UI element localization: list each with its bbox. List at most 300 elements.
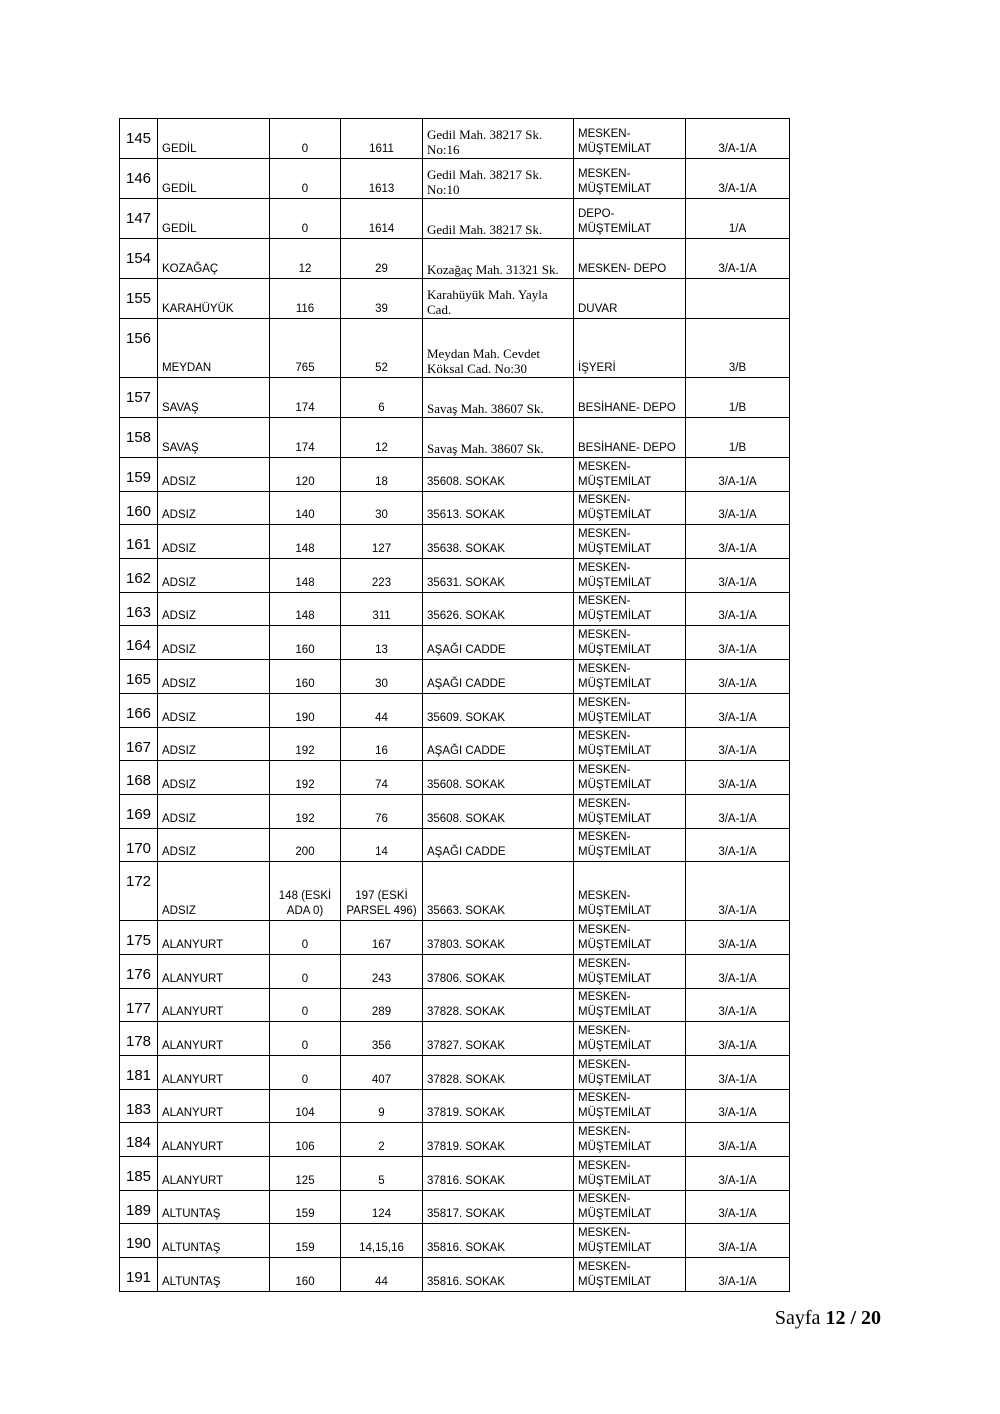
parcel-cell-text: 76	[375, 812, 388, 825]
property-type-cell	[574, 921, 686, 955]
address-cell-text: 37806. SOKAK	[427, 972, 505, 985]
class-cell	[686, 319, 790, 378]
block-cell	[270, 626, 341, 660]
block-cell	[270, 988, 341, 1022]
block-cell-text: 192	[295, 778, 315, 791]
row-number-text: 154	[126, 250, 152, 267]
address-cell-text: 37819. SOKAK	[427, 1141, 505, 1154]
property-type-cell-text: MESKEN- MÜŞTEMİLAT	[578, 763, 652, 791]
class-cell-text: 3/A-1/A	[718, 1174, 757, 1187]
neighborhood-cell	[158, 727, 270, 761]
neighborhood-cell-text: KOZAĞAÇ	[162, 263, 219, 275]
neighborhood-cell	[158, 828, 270, 862]
block-cell-text: 106	[295, 1141, 315, 1154]
block-cell	[270, 1190, 341, 1224]
neighborhood-cell	[158, 921, 270, 955]
class-cell	[686, 761, 790, 795]
address-cell-text: Gedil Mah. 38217 Sk.	[427, 222, 543, 237]
parcel-cell-text: 5	[378, 1174, 385, 1187]
neighborhood-cell	[158, 525, 270, 559]
neighborhood-cell-text: ADSIZ	[162, 846, 196, 859]
class-cell-text: 3/A-1/A	[718, 263, 757, 275]
class-cell-text: 3/A-1/A	[718, 812, 757, 825]
neighborhood-cell	[158, 319, 270, 378]
parcel-cell-text: 52	[375, 362, 388, 374]
class-cell-text: 3/A-1/A	[718, 543, 757, 556]
page-footer	[775, 1307, 881, 1330]
neighborhood-cell-text: KARAHÜYÜK	[162, 303, 234, 315]
address-cell	[423, 1258, 574, 1292]
neighborhood-cell	[158, 761, 270, 795]
block-cell	[270, 239, 341, 279]
property-type-cell-text: MESKEN- MÜŞTEMİLAT	[578, 923, 652, 951]
row-number	[120, 626, 158, 660]
address-cell	[423, 1157, 574, 1191]
class-cell-text: 3/A-1/A	[718, 938, 757, 951]
class-cell	[686, 592, 790, 626]
class-cell	[686, 921, 790, 955]
page-number: 12 / 20	[825, 1307, 881, 1329]
parcel-cell	[341, 119, 423, 159]
row-number-text: 184	[126, 1134, 152, 1152]
address-cell-text: AŞAĞI CADDE	[427, 644, 506, 657]
address-cell-text: AŞAĞI CADDE	[427, 846, 506, 859]
table-row	[120, 1089, 790, 1123]
class-cell	[686, 794, 790, 828]
row-number-text: 162	[126, 570, 152, 588]
neighborhood-cell-text: ADSIZ	[162, 905, 196, 918]
neighborhood-cell-text: ADSIZ	[162, 610, 196, 623]
block-cell-text: 148	[295, 610, 315, 623]
parcel-cell-text: 30	[375, 509, 388, 522]
parcel-cell	[341, 1224, 423, 1258]
property-type-cell	[574, 119, 686, 159]
block-cell	[270, 319, 341, 378]
row-number-text: 172	[126, 873, 152, 891]
class-cell-text: 3/A-1/A	[718, 1242, 757, 1255]
row-number-text: 169	[126, 805, 152, 823]
row-number	[120, 988, 158, 1022]
class-cell-text: 3/A-1/A	[718, 1275, 757, 1288]
address-cell-text: 35817. SOKAK	[427, 1208, 505, 1221]
parcel-cell-text: 2	[378, 1141, 385, 1154]
property-type-cell	[574, 1056, 686, 1090]
block-cell-text: 174	[295, 402, 315, 414]
neighborhood-cell	[158, 1056, 270, 1090]
table-row	[120, 626, 790, 660]
block-cell-text: 148	[295, 576, 315, 589]
class-cell	[686, 1157, 790, 1191]
table-row	[120, 761, 790, 795]
parcel-cell-text: 243	[371, 972, 392, 985]
address-cell	[423, 279, 574, 319]
block-cell-text: 160	[295, 1275, 315, 1288]
neighborhood-cell	[158, 954, 270, 988]
property-type-cell-text: DUVAR	[578, 303, 618, 315]
row-number	[120, 1056, 158, 1090]
parcel-table	[119, 118, 790, 1292]
row-number-text: 163	[126, 603, 152, 621]
row-number	[120, 319, 158, 378]
parcel-cell-text: 13	[375, 644, 388, 657]
parcel-cell	[341, 794, 423, 828]
parcel-cell	[341, 378, 423, 418]
neighborhood-cell-text: SAVAŞ	[162, 402, 199, 414]
neighborhood-cell-text: ADSIZ	[162, 812, 196, 825]
row-number	[120, 862, 158, 921]
row-number	[120, 119, 158, 159]
parcel-cell	[341, 660, 423, 694]
neighborhood-cell-text: ADSIZ	[162, 475, 196, 488]
row-number-text: 183	[126, 1100, 152, 1118]
property-type-cell-text: MESKEN- MÜŞTEMİLAT	[578, 1193, 652, 1221]
class-cell-text: 3/A-1/A	[718, 1107, 757, 1120]
property-type-cell	[574, 626, 686, 660]
row-number-text: 155	[126, 290, 152, 307]
property-type-cell-text: MESKEN- MÜŞTEMİLAT	[578, 494, 652, 522]
row-number	[120, 828, 158, 862]
block-cell-text: 0	[301, 143, 309, 155]
neighborhood-cell-text: ALTUNTAŞ	[162, 1208, 221, 1221]
block-cell-text: 148	[295, 543, 315, 556]
table-row	[120, 1224, 790, 1258]
property-type-cell-text: MESKEN- MÜŞTEMİLAT	[578, 1025, 652, 1052]
block-cell	[270, 954, 341, 988]
parcel-cell	[341, 1022, 423, 1056]
parcel-cell	[341, 592, 423, 626]
address-cell-text: 37816. SOKAK	[427, 1174, 505, 1187]
neighborhood-cell	[158, 1258, 270, 1292]
parcel-cell	[341, 693, 423, 727]
neighborhood-cell-text: ADSIZ	[162, 644, 196, 657]
neighborhood-cell-text: ALANYURT	[162, 972, 224, 985]
address-cell-text: 37819. SOKAK	[427, 1107, 505, 1120]
neighborhood-cell	[158, 988, 270, 1022]
address-cell-text: Meydan Mah. Cevdet Köksal Cad. No:30	[427, 346, 541, 376]
block-cell	[270, 1123, 341, 1157]
row-number	[120, 592, 158, 626]
neighborhood-cell	[158, 119, 270, 159]
address-cell-text: 35608. SOKAK	[427, 778, 505, 791]
class-cell	[686, 458, 790, 492]
property-type-cell	[574, 1089, 686, 1123]
parcel-cell-text: 311	[372, 610, 391, 623]
block-cell-text: 160	[295, 644, 315, 657]
class-cell-text: 3/A-1/A	[718, 475, 757, 488]
class-cell-text: 3/A-1/A	[718, 183, 757, 195]
block-cell	[270, 761, 341, 795]
row-number-text: 147	[126, 210, 152, 227]
neighborhood-cell	[158, 660, 270, 694]
property-type-cell-text: MESKEN- MÜŞTEMİLAT	[578, 730, 652, 758]
table-row	[120, 1123, 790, 1157]
neighborhood-cell	[158, 159, 270, 199]
class-cell-text: 3/A-1/A	[718, 610, 757, 623]
neighborhood-cell	[158, 199, 270, 239]
property-type-cell	[574, 525, 686, 559]
row-number-text: 185	[126, 1168, 152, 1186]
parcel-cell	[341, 1056, 423, 1090]
class-cell-text: 3/A-1/A	[718, 1006, 757, 1019]
parcel-cell-text: 124	[371, 1208, 392, 1221]
parcel-cell-text: 74	[375, 778, 388, 791]
neighborhood-cell	[158, 1123, 270, 1157]
class-cell-text: 1/B	[728, 442, 747, 454]
property-type-cell	[574, 559, 686, 593]
block-cell	[270, 794, 341, 828]
neighborhood-cell-text: ADSIZ	[162, 543, 196, 556]
row-number-text: 164	[126, 637, 152, 655]
table-row	[120, 199, 790, 239]
neighborhood-cell-text: ALTUNTAŞ	[162, 1242, 221, 1255]
class-cell-text: 3/B	[728, 362, 747, 374]
property-type-cell-text: MESKEN- MÜŞTEMİLAT	[578, 662, 652, 690]
neighborhood-cell-text: GEDİL	[162, 223, 197, 235]
parcel-cell	[341, 626, 423, 660]
table-row	[120, 828, 790, 862]
row-number-text: 160	[126, 502, 152, 520]
address-cell-text: Savaş Mah. 38607 Sk.	[427, 401, 544, 416]
row-number-text: 161	[126, 536, 152, 554]
property-type-cell	[574, 1157, 686, 1191]
table-row	[120, 559, 790, 593]
table-row	[120, 862, 790, 921]
class-cell-text: 3/A-1/A	[718, 143, 757, 155]
row-number	[120, 1258, 158, 1292]
property-type-cell	[574, 458, 686, 492]
row-number	[120, 761, 158, 795]
neighborhood-cell-text: ALANYURT	[162, 1141, 224, 1154]
parcel-cell	[341, 954, 423, 988]
address-cell-text: 35638. SOKAK	[427, 543, 505, 556]
property-type-cell-text: MESKEN- DEPO	[578, 263, 667, 275]
property-type-cell	[574, 727, 686, 761]
address-cell	[423, 828, 574, 862]
property-type-cell	[574, 988, 686, 1022]
block-cell-text: 0	[301, 1006, 309, 1019]
address-cell	[423, 458, 574, 492]
block-cell	[270, 159, 341, 199]
address-cell	[423, 592, 574, 626]
block-cell-text: 0	[301, 1073, 309, 1086]
block-cell	[270, 592, 341, 626]
row-number	[120, 279, 158, 319]
property-type-cell	[574, 1258, 686, 1292]
property-type-cell	[574, 954, 686, 988]
neighborhood-cell-text: ALANYURT	[162, 1073, 224, 1086]
parcel-cell	[341, 1157, 423, 1191]
property-type-cell-text: MESKEN- MÜŞTEMİLAT	[578, 797, 652, 825]
property-type-cell	[574, 693, 686, 727]
row-number	[120, 1022, 158, 1056]
neighborhood-cell	[158, 862, 270, 921]
parcel-cell-text: 14,15,16	[359, 1242, 404, 1255]
parcel-cell	[341, 279, 423, 319]
parcel-cell	[341, 239, 423, 279]
block-cell	[270, 119, 341, 159]
address-cell	[423, 1022, 574, 1056]
row-number-text: 166	[126, 704, 152, 722]
parcel-cell-text: 29	[375, 263, 388, 275]
block-cell-text: 174	[295, 442, 315, 454]
address-cell-text: Gedil Mah. 38217 Sk. No:10	[427, 167, 543, 197]
parcel-cell-text: 289	[371, 1006, 392, 1019]
block-cell-text: 0	[301, 183, 309, 195]
class-cell-text: 3/A-1/A	[718, 745, 757, 758]
parcel-cell-text: 197 (ESKİ PARSEL 496)	[346, 890, 417, 918]
table-row	[120, 491, 790, 525]
block-cell	[270, 1056, 341, 1090]
address-cell	[423, 626, 574, 660]
address-cell	[423, 418, 574, 458]
row-number-text: 189	[126, 1201, 152, 1219]
neighborhood-cell-text: ALANYURT	[162, 938, 224, 951]
row-number-text: 159	[126, 469, 152, 486]
row-number-text: 145	[126, 130, 152, 147]
property-type-cell-text: MESKEN- MÜŞTEMİLAT	[578, 168, 652, 195]
table-row	[120, 159, 790, 199]
block-cell	[270, 418, 341, 458]
block-cell	[270, 660, 341, 694]
class-cell-text: 3/A-1/A	[718, 1073, 757, 1086]
row-number-text: 177	[126, 999, 152, 1017]
address-cell-text: 35608. SOKAK	[427, 812, 505, 825]
property-type-cell-text: MESKEN- MÜŞTEMİLAT	[578, 1159, 652, 1187]
row-number	[120, 660, 158, 694]
address-cell	[423, 1089, 574, 1123]
parcel-cell	[341, 727, 423, 761]
row-number-text: 175	[126, 932, 152, 950]
parcel-cell	[341, 1123, 423, 1157]
block-cell-text: 148 (ESKİ ADA 0)	[278, 890, 332, 918]
parcel-cell-text: 18	[375, 475, 388, 488]
block-cell-text: 116	[295, 303, 315, 315]
block-cell-text: 160	[295, 677, 315, 690]
class-cell	[686, 988, 790, 1022]
property-type-cell	[574, 239, 686, 279]
class-cell-text: 3/A-1/A	[718, 846, 757, 859]
property-type-cell-text: MESKEN- MÜŞTEMİLAT	[578, 1260, 652, 1288]
property-type-cell	[574, 761, 686, 795]
parcel-cell	[341, 921, 423, 955]
property-type-cell	[574, 319, 686, 378]
parcel-table-body	[120, 119, 790, 1292]
block-cell-text: 159	[295, 1208, 315, 1221]
property-type-cell-text: MESKEN- MÜŞTEMİLAT	[578, 561, 652, 589]
row-number-text: 191	[126, 1269, 152, 1287]
property-type-cell-text: MESKEN- MÜŞTEMİLAT	[578, 1058, 652, 1086]
neighborhood-cell	[158, 1157, 270, 1191]
parcel-cell	[341, 525, 423, 559]
neighborhood-cell-text: ALANYURT	[162, 1174, 224, 1187]
row-number	[120, 199, 158, 239]
address-cell	[423, 1190, 574, 1224]
property-type-cell	[574, 159, 686, 199]
address-cell-text: 35663. SOKAK	[427, 905, 505, 918]
neighborhood-cell	[158, 1089, 270, 1123]
class-cell-text: 3/A-1/A	[718, 1141, 757, 1154]
property-type-cell-text: MESKEN- MÜŞTEMİLAT	[578, 460, 652, 488]
neighborhood-cell-text: ADSIZ	[162, 778, 196, 791]
property-type-cell	[574, 828, 686, 862]
address-cell	[423, 693, 574, 727]
row-number	[120, 727, 158, 761]
neighborhood-cell-text: GEDİL	[162, 183, 197, 195]
address-cell	[423, 988, 574, 1022]
row-number-text: 170	[126, 839, 152, 857]
class-cell	[686, 1089, 790, 1123]
property-type-cell	[574, 1224, 686, 1258]
address-cell-text: 35626. SOKAK	[427, 610, 505, 623]
property-type-cell	[574, 794, 686, 828]
table-row	[120, 418, 790, 458]
address-cell	[423, 119, 574, 159]
neighborhood-cell	[158, 378, 270, 418]
class-cell	[686, 1056, 790, 1090]
property-type-cell	[574, 660, 686, 694]
row-number-text: 181	[126, 1067, 152, 1084]
class-cell-text: 3/A-1/A	[718, 1040, 757, 1052]
row-number	[120, 954, 158, 988]
parcel-cell-text: 1614	[368, 223, 395, 235]
address-cell-text: 35816. SOKAK	[427, 1242, 505, 1255]
neighborhood-cell-text: ADSIZ	[162, 745, 196, 758]
parcel-cell-text: 127	[371, 543, 392, 556]
row-number	[120, 239, 158, 279]
block-cell	[270, 693, 341, 727]
row-number	[120, 491, 158, 525]
row-number	[120, 1089, 158, 1123]
address-cell-text: AŞAĞI CADDE	[427, 677, 506, 690]
row-number	[120, 559, 158, 593]
property-type-cell-text: MESKEN- MÜŞTEMİLAT	[578, 128, 652, 155]
class-cell	[686, 418, 790, 458]
block-cell-text: 0	[301, 938, 309, 951]
parcel-cell-text: 16	[375, 745, 388, 758]
block-cell-text: 192	[295, 812, 315, 825]
address-cell	[423, 378, 574, 418]
property-type-cell	[574, 378, 686, 418]
block-cell	[270, 378, 341, 418]
table-row	[120, 727, 790, 761]
class-cell	[686, 159, 790, 199]
property-type-cell-text: MESKEN- MÜŞTEMİLAT	[578, 991, 652, 1019]
neighborhood-cell	[158, 1022, 270, 1056]
table-row	[120, 525, 790, 559]
block-cell-text: 192	[295, 745, 315, 758]
property-type-cell	[574, 1022, 686, 1056]
address-cell	[423, 239, 574, 279]
block-cell-text: 765	[295, 362, 315, 374]
parcel-cell-text: 44	[375, 711, 388, 724]
property-type-cell-text: MESKEN- MÜŞTEMİLAT	[578, 831, 652, 859]
table-row	[120, 660, 790, 694]
table-row	[120, 794, 790, 828]
parcel-cell	[341, 1089, 423, 1123]
neighborhood-cell-text: ADSIZ	[162, 576, 196, 589]
table-row	[120, 279, 790, 319]
neighborhood-cell	[158, 626, 270, 660]
table-row	[120, 119, 790, 159]
class-cell-text: 1/A	[728, 223, 747, 235]
class-cell-text: 3/A-1/A	[718, 677, 757, 690]
neighborhood-cell	[158, 239, 270, 279]
block-cell-text: 140	[295, 509, 315, 522]
neighborhood-cell-text: MEYDAN	[162, 362, 212, 374]
class-cell	[686, 119, 790, 159]
table-row	[120, 921, 790, 955]
row-number-text: 190	[126, 1235, 152, 1253]
